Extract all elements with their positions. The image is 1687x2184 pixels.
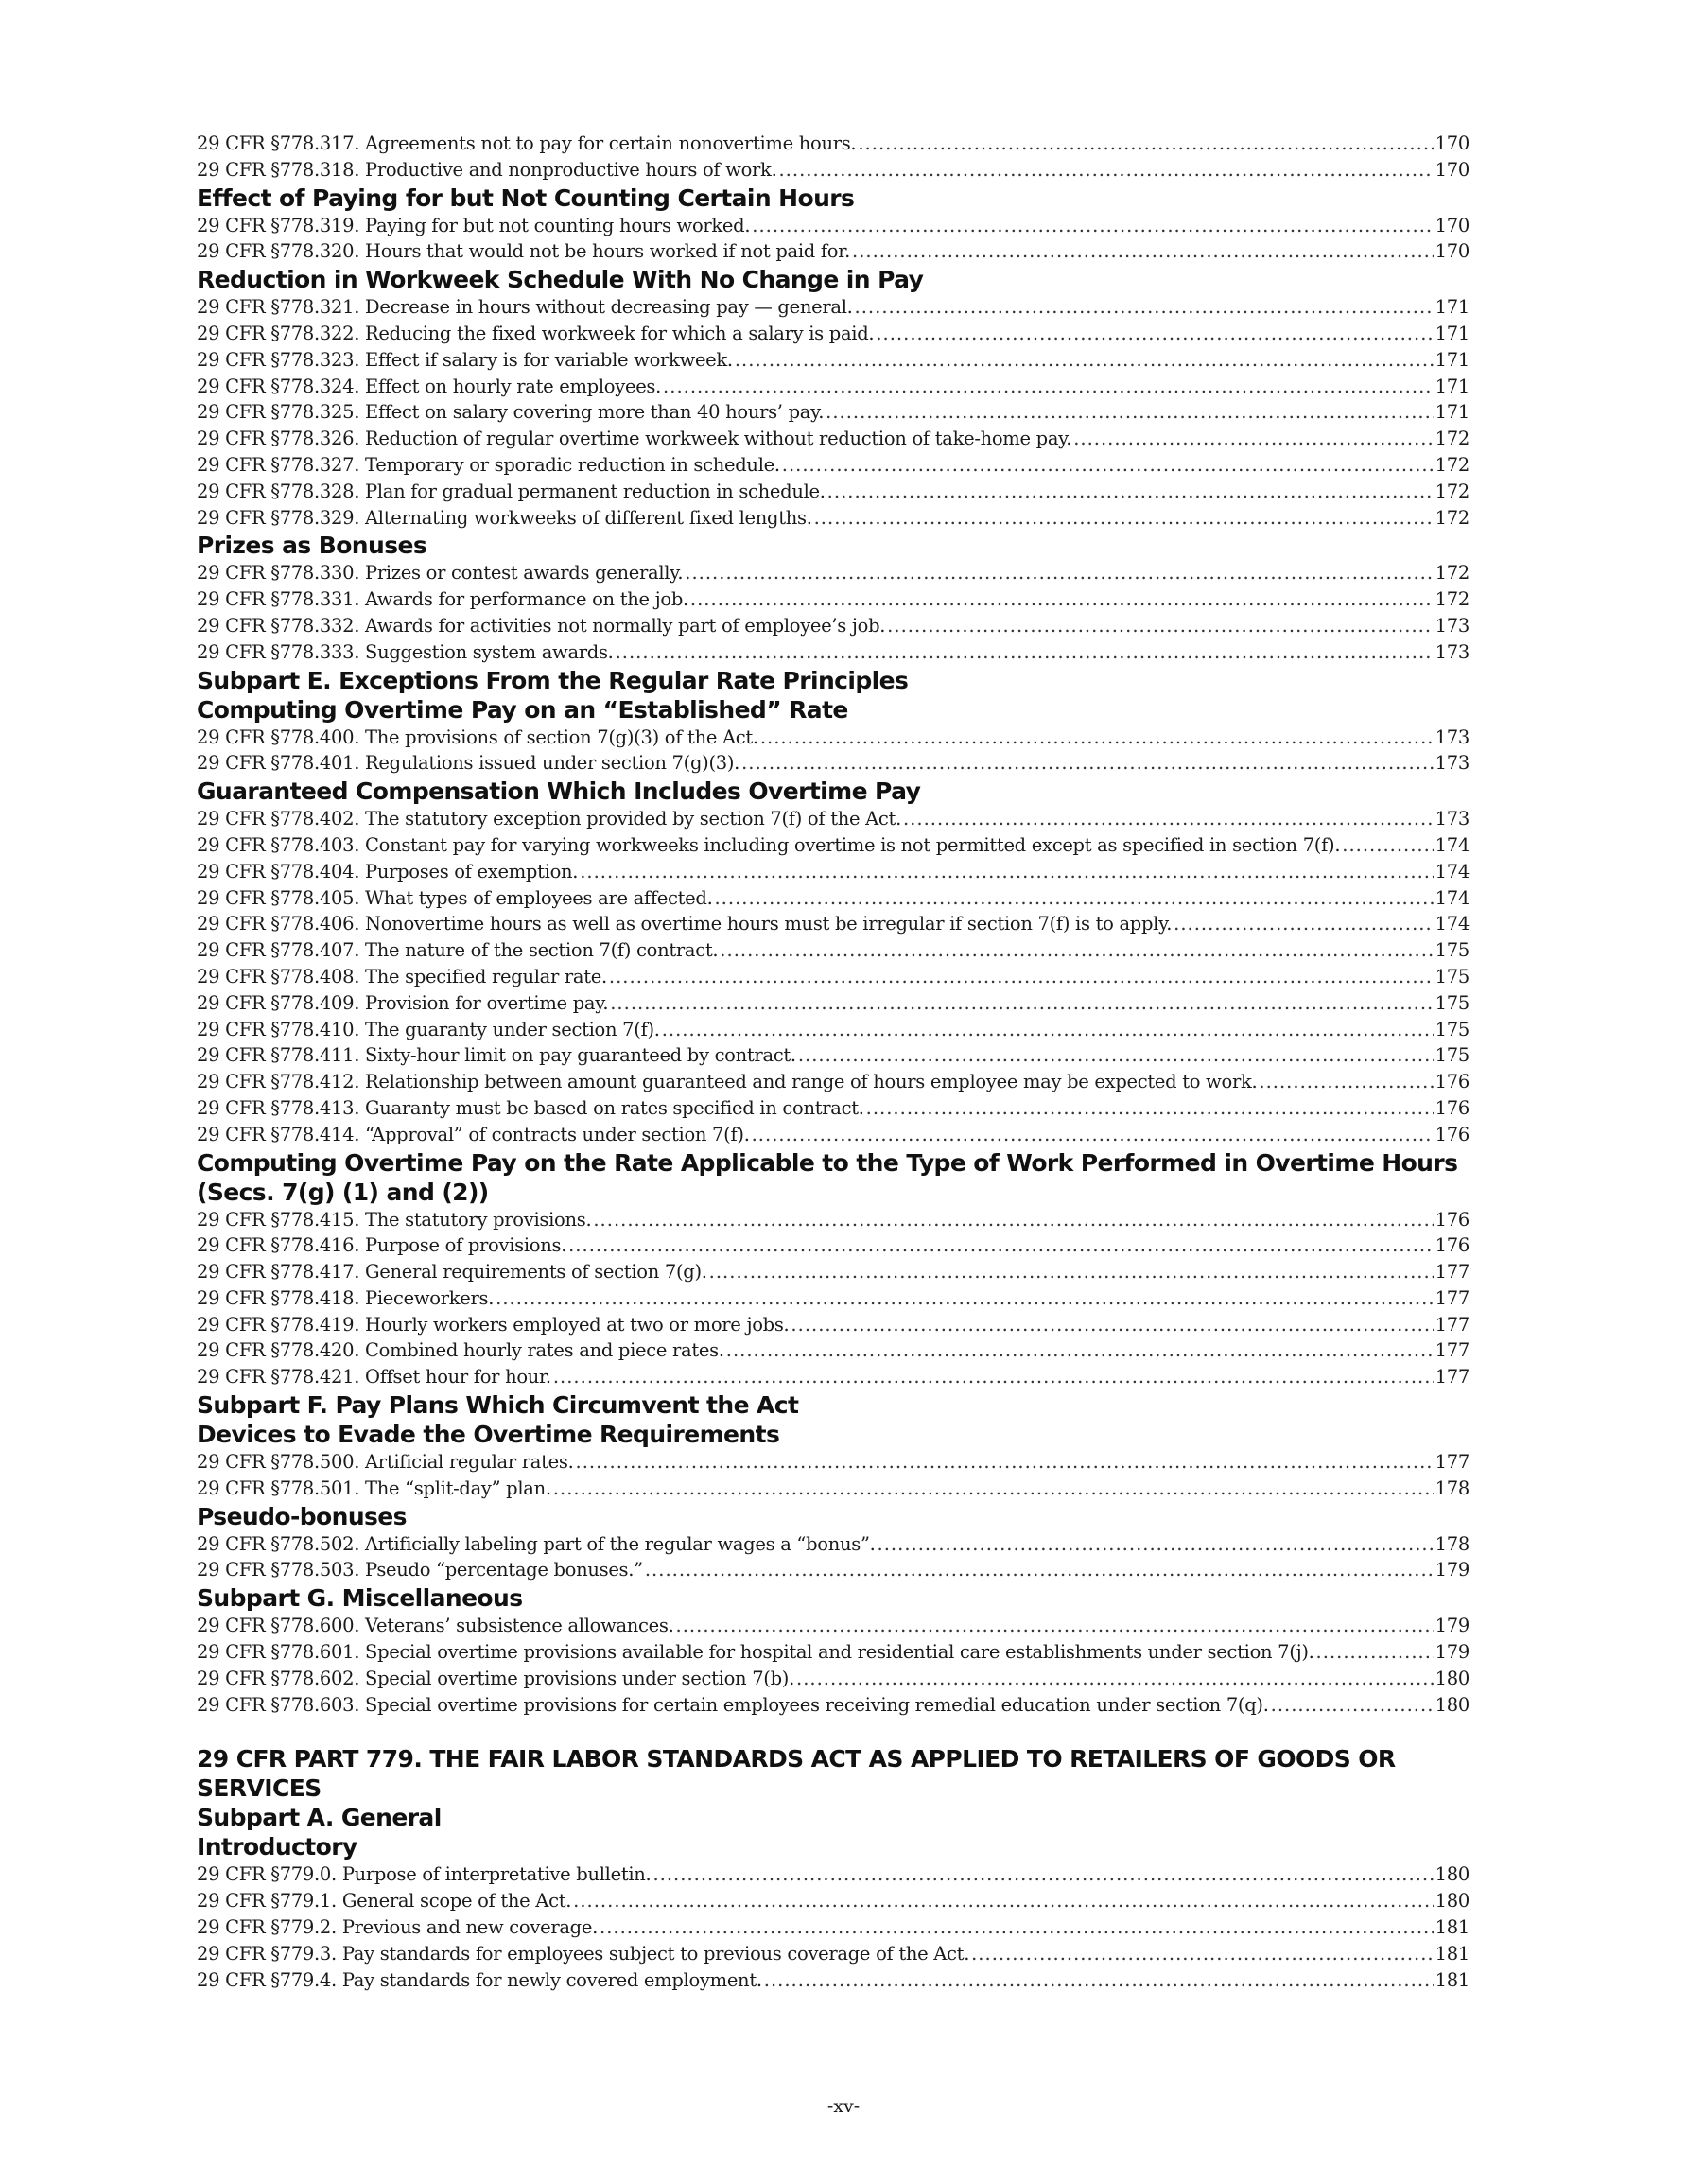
toc-entry: [197, 1557, 1470, 1583]
toc-entry-page: 176: [1435, 1123, 1470, 1145]
toc-entry-page: 170: [1435, 214, 1470, 236]
toc-entry-title: 29 CFR §778.503. Pseudo “percentage bonuses.”: [197, 1559, 643, 1581]
toc-entry-page: 177: [1435, 1339, 1470, 1362]
toc-entry-page: 180: [1435, 1667, 1470, 1689]
dot-leader: [826, 399, 1434, 426]
toc-entry-page: 180: [1435, 1890, 1470, 1913]
toc-entry: [197, 1941, 1470, 1967]
dot-leader: [709, 1259, 1434, 1285]
toc-entry-page: 174: [1435, 886, 1470, 909]
toc-entry: [197, 750, 1470, 777]
toc-entry-page: 173: [1435, 614, 1470, 637]
dot-leader: [778, 157, 1433, 183]
dot-leader: [1342, 832, 1433, 859]
toc-entry: [197, 426, 1470, 452]
toc-entry-title: 29 CFR §778.332. Awards for activities not normally part of employee’s job.: [197, 614, 886, 637]
toc-entry: [197, 806, 1470, 832]
toc-entry: [197, 639, 1470, 666]
toc-entry-title: 29 CFR §778.406. Nonovertime hours as well as overtime hours must be irregular if section 7(f) is to apply.: [197, 913, 1173, 935]
table-of-contents: [197, 131, 1470, 1993]
dot-leader: [616, 639, 1434, 666]
dot-leader: [760, 725, 1434, 751]
dot-leader: [866, 1095, 1434, 1122]
toc-entry-page: 172: [1435, 480, 1470, 502]
dot-leader: [752, 213, 1433, 239]
toc-entry-title: 29 CFR §778.412. Relationship between amount guaranteed and range of hours employee may be expected to work.: [197, 1071, 1258, 1093]
dot-leader: [741, 750, 1434, 777]
section-heading: Effect of Paying for but Not Counting Certain Hours: [197, 183, 855, 212]
toc-entry-title: 29 CFR §778.321. Decrease in hours without decreasing pay — general.: [197, 296, 853, 319]
toc-entry-title: 29 CFR §778.402. The statutory exception provided by section 7(f) of the Act.: [197, 808, 901, 830]
toc-entry-title: 29 CFR §778.500. Artificial regular rates.: [197, 1451, 574, 1474]
toc-entry-page: 173: [1435, 752, 1470, 775]
toc-entry: [197, 1232, 1470, 1259]
toc-entry-page: 174: [1435, 833, 1470, 856]
toc-entry-title: 29 CFR §778.326. Reduction of regular overtime workweek without reduction of take-home pay.: [197, 428, 1072, 450]
section-heading: Introductory: [197, 1833, 357, 1861]
dot-leader: [609, 964, 1434, 990]
dot-leader: [855, 294, 1434, 321]
toc-entry-title: 29 CFR §778.333. Suggestion system awards.: [197, 640, 614, 663]
toc-entry: [197, 990, 1470, 1017]
toc-entry: [197, 131, 1470, 157]
toc-entry: [197, 1095, 1470, 1122]
toc-entry-title: 29 CFR §778.408. The specified regular rate.: [197, 965, 607, 987]
toc-entry-page: 176: [1435, 1096, 1470, 1119]
toc-entry: [197, 1337, 1470, 1364]
toc-entry-title: 29 CFR §779.2. Previous and new coverage.: [197, 1916, 598, 1939]
dot-leader: [1073, 426, 1433, 452]
toc-entry: [197, 1692, 1470, 1719]
toc-entry-page: 170: [1435, 158, 1470, 181]
toc-entry: [197, 399, 1470, 426]
toc-entry-page: 171: [1435, 322, 1470, 344]
section-heading: Subpart A. General: [197, 1804, 442, 1832]
toc-entry-title: 29 CFR §778.400. The provisions of section 7(g)(3) of the Act.: [197, 725, 758, 748]
dot-leader: [764, 1967, 1434, 1994]
toc-entry-title: 29 CFR §778.413. Guaranty must be based on rates specified in contract.: [197, 1096, 864, 1119]
toc-entry: [197, 1449, 1470, 1476]
toc-entry-page: 178: [1435, 1532, 1470, 1555]
dot-leader: [714, 885, 1433, 912]
section-heading: Computing Overtime Pay on the Rate Applicable to the Type of Work Performed in Overtime Hours (Secs. 7(g) (1) and (2)): [197, 1148, 1458, 1206]
toc-entry: [197, 505, 1470, 532]
toc-entry: [197, 374, 1470, 400]
dot-leader: [1271, 1692, 1434, 1719]
toc-entry: [197, 1476, 1470, 1502]
toc-entry: [197, 613, 1470, 639]
dot-leader: [878, 1531, 1434, 1558]
toc-entry-page: 170: [1435, 240, 1470, 263]
toc-entry-title: 29 CFR §778.323. Effect if salary is for variable workweek.: [197, 348, 733, 371]
section-heading: Subpart G. Miscellaneous: [197, 1584, 523, 1613]
dot-leader: [685, 560, 1433, 586]
toc-entry: [197, 911, 1470, 937]
dot-leader: [720, 937, 1433, 964]
dot-leader: [887, 613, 1434, 639]
toc-entry: [197, 1207, 1470, 1233]
toc-entry-page: 173: [1435, 640, 1470, 663]
toc-entry-page: 180: [1435, 1863, 1470, 1886]
dot-leader: [796, 1666, 1434, 1692]
dot-leader: [496, 1285, 1434, 1312]
toc-entry-page: 175: [1435, 1018, 1470, 1040]
toc-entry-title: 29 CFR §778.418. Pieceworkers.: [197, 1286, 495, 1309]
dot-leader: [735, 347, 1434, 374]
dot-leader: [1259, 1069, 1433, 1095]
toc-entry-title: 29 CFR §778.411. Sixty-hour limit on pay guaranteed by contract.: [197, 1044, 796, 1067]
toc-entry-page: 174: [1435, 913, 1470, 935]
toc-entry-title: 29 CFR §778.414. “Approval” of contracts under section 7(f).: [197, 1123, 750, 1145]
dot-leader: [814, 505, 1434, 532]
toc-entry: [197, 238, 1470, 265]
toc-entry-page: 176: [1435, 1234, 1470, 1257]
part-heading: 29 CFR PART 779. THE FAIR LABOR STANDARDS ACT AS APPLIED TO RETAILERS OF GOODS OR SERVICES: [197, 1745, 1396, 1803]
toc-entry-title: 29 CFR §778.602. Special overtime provisions under section 7(b).: [197, 1667, 794, 1689]
toc-entry-page: 179: [1435, 1641, 1470, 1664]
toc-entry-title: 29 CFR §779.0. Purpose of interpretative bulletin.: [197, 1863, 652, 1886]
toc-entry-title: 29 CFR §778.420. Combined hourly rates and piece rates.: [197, 1339, 724, 1362]
toc-entry-page: 172: [1435, 588, 1470, 611]
toc-entry-page: 180: [1435, 1693, 1470, 1716]
toc-entry: [197, 1888, 1470, 1914]
dot-leader: [576, 1449, 1434, 1476]
toc-entry: [197, 294, 1470, 321]
toc-entry-title: 29 CFR §778.416. Purpose of provisions.: [197, 1234, 567, 1257]
toc-entry-page: 181: [1435, 1942, 1470, 1965]
section-heading: Subpart E. Exceptions From the Regular Rate Principles: [197, 666, 909, 694]
toc-entry-page: 171: [1435, 296, 1470, 319]
dot-leader: [782, 452, 1434, 479]
section-heading: Prizes as Bonuses: [197, 532, 427, 560]
toc-entry: [197, 1613, 1470, 1639]
toc-entry-page: 173: [1435, 725, 1470, 748]
section-heading: Computing Overtime Pay on an “Established” Rate: [197, 695, 848, 724]
dot-leader: [1174, 911, 1434, 937]
toc-entry-title: 29 CFR §778.404. Purposes of exemption.: [197, 860, 579, 882]
toc-entry-page: 170: [1435, 132, 1470, 154]
toc-entry-page: 175: [1435, 939, 1470, 962]
toc-entry-page: 179: [1435, 1615, 1470, 1637]
dot-leader: [593, 1207, 1433, 1233]
dot-leader: [971, 1941, 1434, 1967]
toc-entry-title: 29 CFR §778.328. Plan for gradual permanent reduction in schedule.: [197, 480, 826, 502]
toc-entry: [197, 1364, 1470, 1390]
toc-entry-page: 172: [1435, 562, 1470, 585]
toc-entry-page: 181: [1435, 1916, 1470, 1939]
toc-entry-page: 171: [1435, 401, 1470, 424]
toc-entry: [197, 213, 1470, 239]
toc-entry-page: 172: [1435, 428, 1470, 450]
toc-entry-title: 29 CFR §778.401. Regulations issued under section 7(g)(3).: [197, 752, 740, 775]
toc-entry: [197, 1259, 1470, 1285]
toc-entry-page: 172: [1435, 506, 1470, 529]
toc-entry: [197, 321, 1470, 347]
dot-leader: [553, 1364, 1434, 1390]
toc-entry-page: 173: [1435, 808, 1470, 830]
toc-entry: [197, 1639, 1470, 1666]
dot-leader: [852, 238, 1434, 265]
toc-entry-title: 29 CFR §778.600. Veterans’ subsistence allowances.: [197, 1615, 674, 1637]
dot-leader: [827, 479, 1434, 505]
toc-entry-page: 181: [1435, 1968, 1470, 1991]
toc-entry: [197, 1017, 1470, 1043]
toc-entry-title: 29 CFR §778.317. Agreements not to pay for certain nonovertime hours.: [197, 132, 857, 154]
dot-leader: [752, 1122, 1434, 1148]
toc-entry-title: 29 CFR §778.419. Hourly workers employed at two or more jobs.: [197, 1313, 790, 1336]
toc-entry: [197, 832, 1470, 859]
toc-entry-page: 171: [1435, 348, 1470, 371]
toc-entry-page: 177: [1435, 1313, 1470, 1336]
toc-entry-title: 29 CFR §778.324. Effect on hourly rate employees.: [197, 375, 662, 397]
section-heading: Reduction in Workweek Schedule With No Change in Pay: [197, 266, 924, 294]
dot-leader: [798, 1042, 1434, 1069]
toc-entry-page: 175: [1435, 1044, 1470, 1067]
toc-entry-page: 174: [1435, 860, 1470, 882]
toc-entry-title: 29 CFR §778.415. The statutory provisions.: [197, 1208, 592, 1231]
toc-entry: [197, 452, 1470, 479]
toc-entry-page: 177: [1435, 1451, 1470, 1474]
toc-entry: [197, 1914, 1470, 1941]
dot-leader: [652, 1861, 1433, 1888]
dot-leader: [903, 806, 1434, 832]
toc-entry-title: 29 CFR §778.501. The “split-day” plan.: [197, 1476, 551, 1499]
dot-leader: [662, 1017, 1434, 1043]
toc-entry-title: 29 CFR §778.319. Paying for but not counting hours worked.: [197, 214, 751, 236]
dot-leader: [568, 1232, 1434, 1259]
toc-entry-title: 29 CFR §778.330. Prizes or contest awards generally.: [197, 562, 684, 585]
dot-leader: [676, 1613, 1434, 1639]
toc-entry-title: 29 CFR §778.327. Temporary or sporadic reduction in schedule.: [197, 453, 780, 476]
toc-entry: [197, 859, 1470, 885]
toc-entry-page: 175: [1435, 991, 1470, 1014]
toc-entry-title: 29 CFR §778.407. The nature of the section 7(f) contract.: [197, 939, 719, 962]
toc-entry-title: 29 CFR §778.405. What types of employees are affected.: [197, 886, 713, 909]
toc-entry: [197, 1861, 1470, 1888]
toc-entry-title: 29 CFR §778.331. Awards for performance on the job.: [197, 588, 688, 611]
dot-leader: [1316, 1639, 1434, 1666]
toc-entry-title: 29 CFR §779.3. Pay standards for employees subject to previous coverage of the Act.: [197, 1942, 970, 1965]
toc-entry: [197, 1531, 1470, 1558]
toc-entry-title: 29 CFR §779.1. General scope of the Act.: [197, 1890, 572, 1913]
dot-leader: [600, 1914, 1434, 1941]
section-heading: Pseudo-bonuses: [197, 1502, 407, 1530]
section-heading: Devices to Evade the Overtime Requirements: [197, 1421, 780, 1449]
toc-entry-page: 171: [1435, 375, 1470, 397]
toc-entry-page: 177: [1435, 1261, 1470, 1284]
toc-entry-page: 177: [1435, 1366, 1470, 1389]
toc-entry-title: 29 CFR §778.421. Offset hour for hour.: [197, 1366, 551, 1389]
dot-leader: [580, 859, 1433, 885]
toc-entry: [197, 1285, 1470, 1312]
toc-entry: [197, 1666, 1470, 1692]
toc-entry: [197, 1967, 1470, 1994]
toc-entry: [197, 1069, 1470, 1095]
toc-entry-title: 29 CFR §779.4. Pay standards for newly covered employment.: [197, 1968, 762, 1991]
toc-entry-title: 29 CFR §778.329. Alternating workweeks of different fixed lengths.: [197, 506, 812, 529]
toc-entry-title: 29 CFR §778.601. Special overtime provisions available for hospital and residential care establishments under section 7(j).: [197, 1641, 1314, 1664]
toc-entry: [197, 347, 1470, 374]
section-heading: Guaranteed Compensation Which Includes Overtime Pay: [197, 778, 921, 806]
dot-leader: [553, 1476, 1434, 1502]
toc-entry-title: 29 CFR §778.403. Constant pay for varying workweeks including overtime is not permitted except as specified in section 7(f).: [197, 833, 1341, 856]
toc-entry: [197, 586, 1470, 613]
toc-entry: [197, 964, 1470, 990]
dot-leader: [690, 586, 1434, 613]
section-heading: Subpart F. Pay Plans Which Circumvent the Act: [197, 1391, 799, 1420]
toc-entry: [197, 479, 1470, 505]
toc-entry: [197, 560, 1470, 586]
dot-leader: [726, 1337, 1434, 1364]
dot-leader: [610, 990, 1433, 1017]
toc-entry-title: 29 CFR §778.322. Reducing the fixed workweek for which a salary is paid.: [197, 322, 875, 344]
dot-leader: [645, 1557, 1434, 1583]
toc-entry-title: 29 CFR §778.410. The guaranty under section 7(f).: [197, 1018, 660, 1040]
dot-leader: [858, 131, 1433, 157]
toc-entry: [197, 1312, 1470, 1338]
dot-leader: [876, 321, 1433, 347]
toc-entry: [197, 885, 1470, 912]
toc-entry: [197, 725, 1470, 751]
toc-entry-page: 178: [1435, 1476, 1470, 1499]
toc-entry-page: 176: [1435, 1071, 1470, 1093]
dot-leader: [791, 1312, 1433, 1338]
toc-entry: [197, 937, 1470, 964]
toc-entry-title: 29 CFR §778.409. Provision for overtime pay.: [197, 991, 609, 1014]
toc-entry-title: 29 CFR §778.603. Special overtime provisions for certain employees receiving remedial education under section 7(q).: [197, 1693, 1269, 1716]
toc-entry-page: 172: [1435, 453, 1470, 476]
toc-entry-page: 177: [1435, 1286, 1470, 1309]
toc-entry-title: 29 CFR §778.502. Artificially labeling part of the regular wages a “bonus”.: [197, 1532, 876, 1555]
toc-entry: [197, 1042, 1470, 1069]
toc-entry-page: 176: [1435, 1208, 1470, 1231]
toc-entry-title: 29 CFR §778.417. General requirements of section 7(g).: [197, 1261, 707, 1284]
toc-entry-page: 179: [1435, 1559, 1470, 1581]
toc-entry: [197, 157, 1470, 183]
toc-entry-title: 29 CFR §778.318. Productive and nonproductive hours of work.: [197, 158, 777, 181]
toc-entry: [197, 1122, 1470, 1148]
dot-leader: [573, 1888, 1434, 1914]
dot-leader: [663, 374, 1434, 400]
toc-entry-title: 29 CFR §778.320. Hours that would not be hours worked if not paid for.: [197, 240, 850, 263]
toc-entry-title: 29 CFR §778.325. Effect on salary covering more than 40 hours’ pay.: [197, 401, 825, 424]
page-number: -xv-: [826, 2096, 861, 2117]
toc-entry-page: 175: [1435, 965, 1470, 987]
